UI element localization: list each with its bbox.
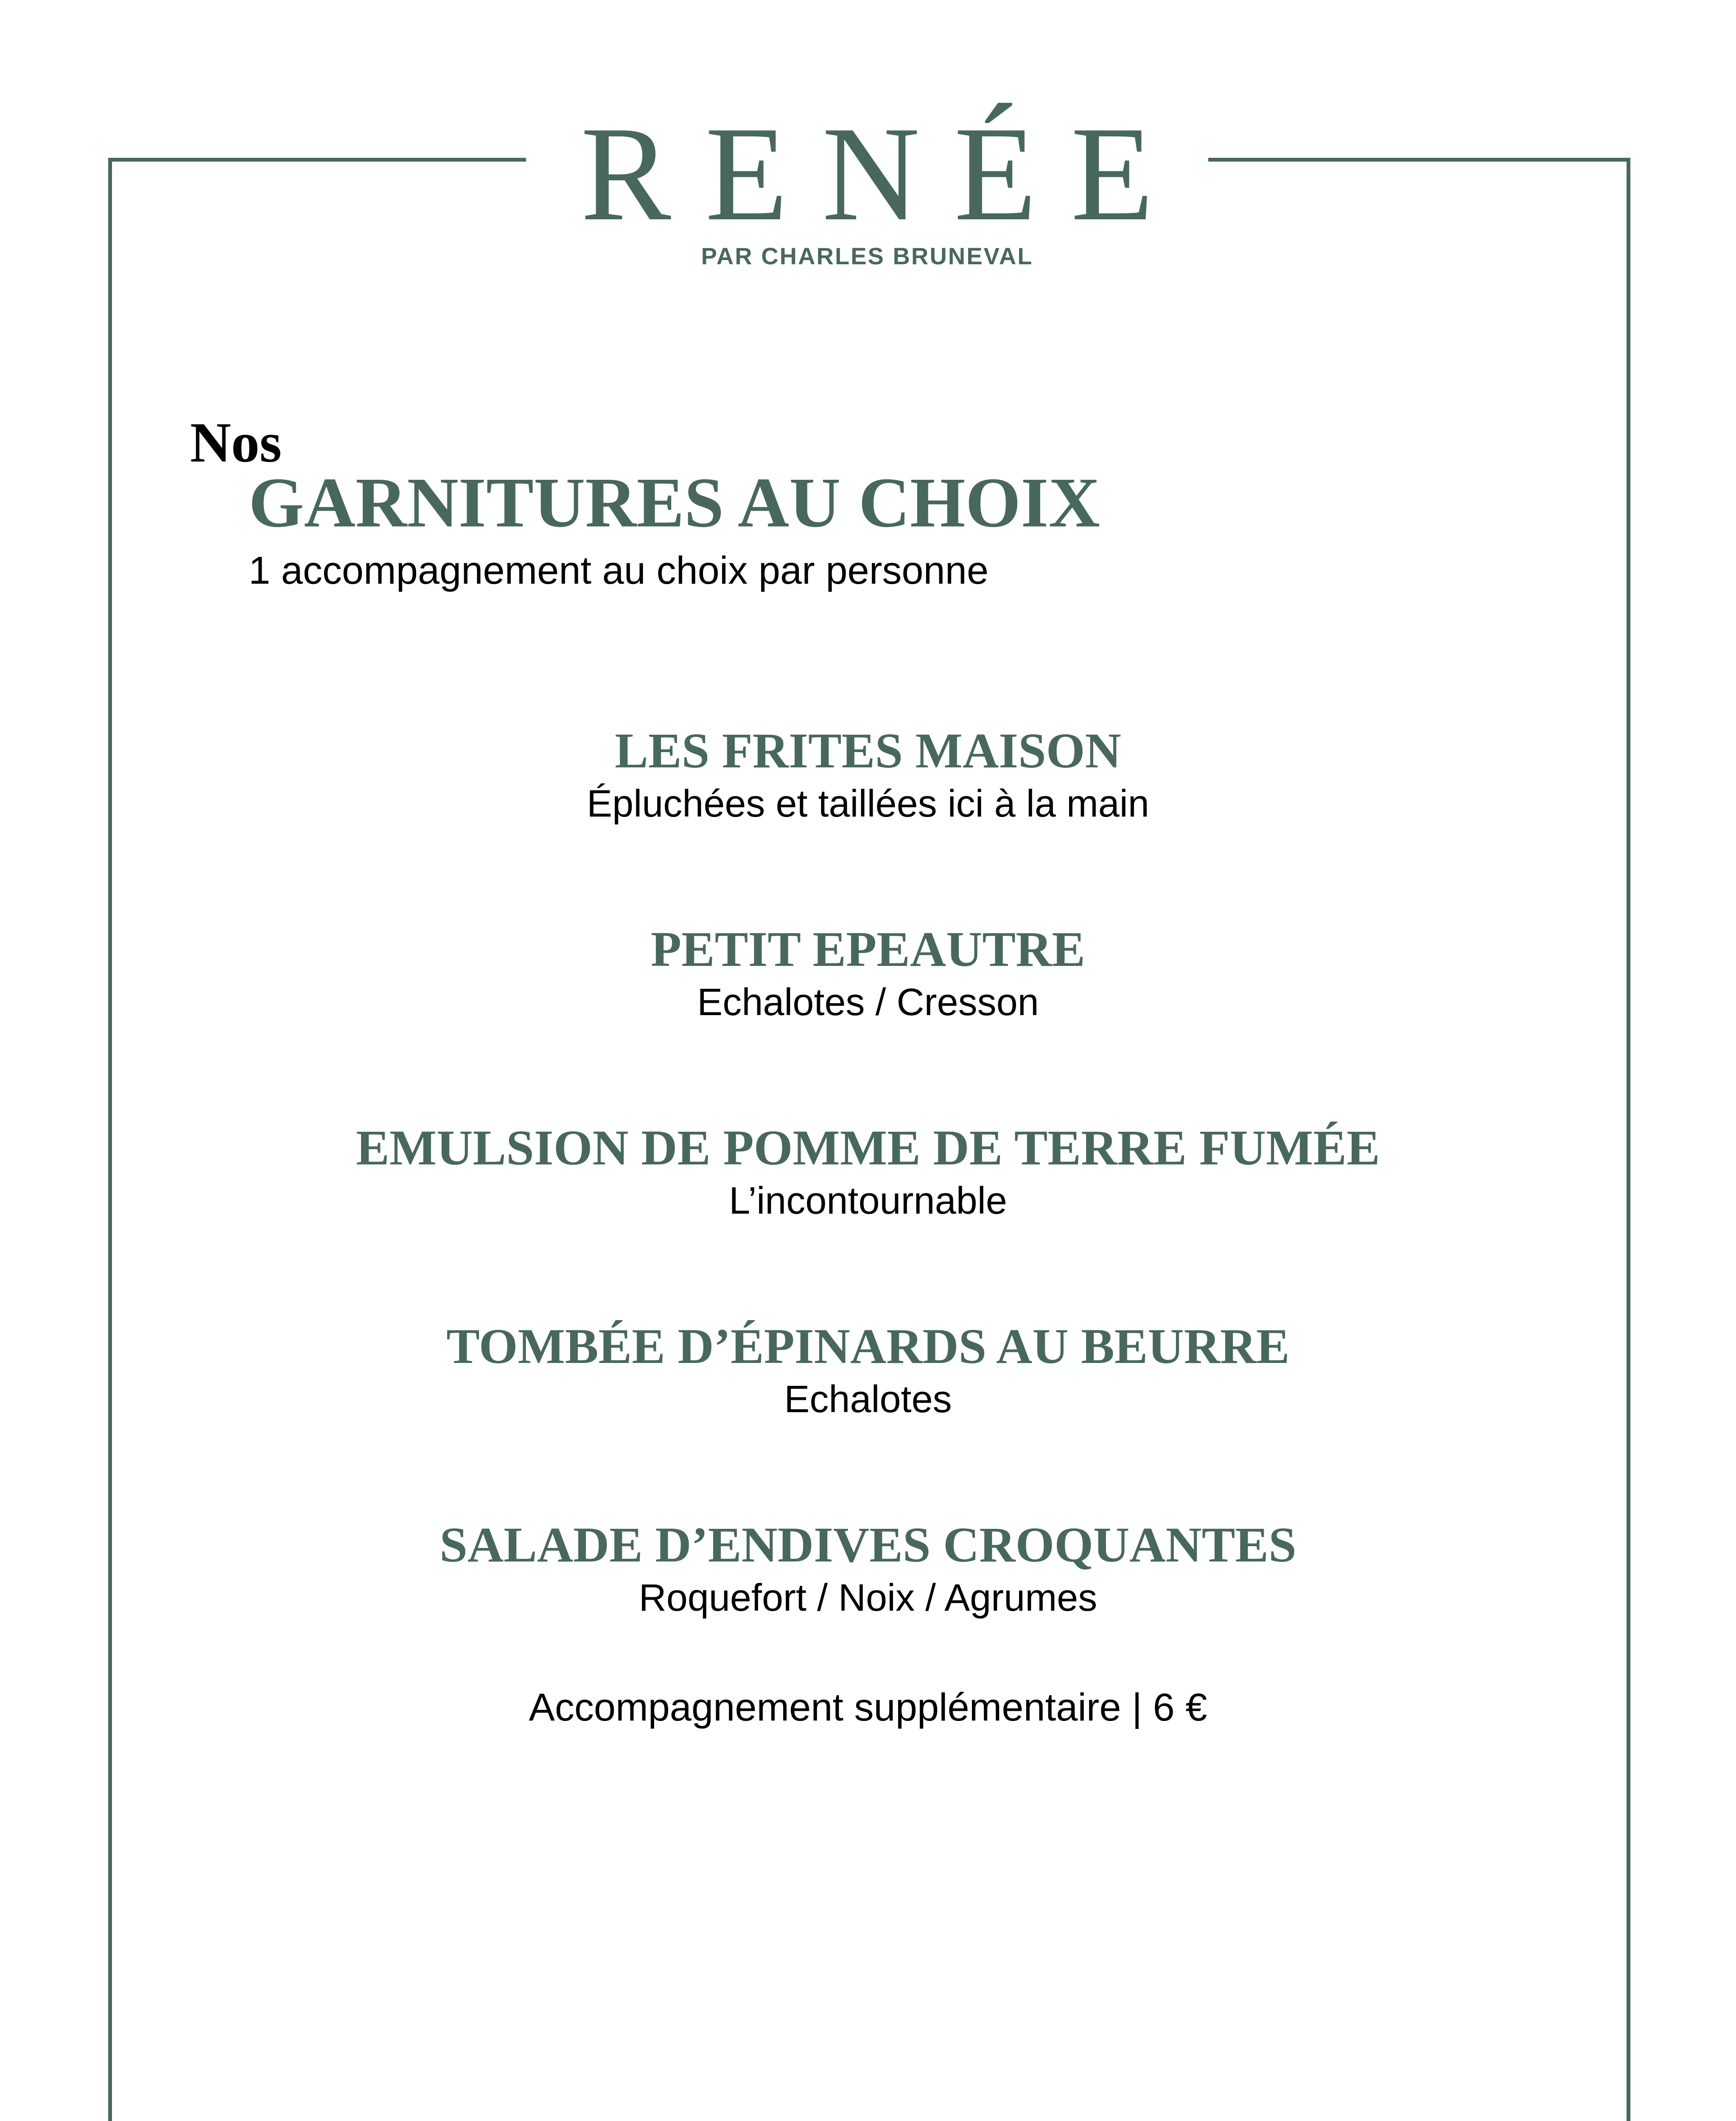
menu-item: [112, 920, 1624, 1118]
menu-item-description: Roquefort / Noix / Agrumes: [638, 1577, 1098, 1619]
menu-item-name: LES FRITES MAISON: [615, 723, 1121, 778]
menu-item-description: L’incontournable: [729, 1180, 1007, 1222]
brand-tagline: PAR CHARLES BRUNEVAL: [701, 243, 1033, 269]
menu-item: [112, 1118, 1624, 1317]
menu-item: [112, 721, 1624, 920]
menu-item-name: SALADE D’ENDIVES CROQUANTES: [440, 1517, 1296, 1573]
menu-item-name: EMULSION DE POMME DE TERRE FUMÉE: [356, 1120, 1380, 1175]
brand-logo-wordmark: RENÉE: [580, 99, 1188, 249]
masthead: [526, 85, 1208, 280]
side-dish-list: [112, 721, 1624, 1714]
section-kicker: Nos: [190, 411, 282, 474]
menu-item: [112, 1317, 1624, 1515]
menu-item-name: TOMBÉE D’ÉPINARDS AU BEURRE: [446, 1318, 1290, 1374]
menu-item-name: PETIT EPEAUTRE: [650, 921, 1086, 977]
section-subtitle: 1 accompagnement au choix par personne: [249, 549, 989, 592]
menu-item-description: Echalotes: [784, 1378, 952, 1421]
menu-item-description: Echalotes / Cresson: [697, 981, 1039, 1024]
menu-item-description: Épluchées et taillées ici à la main: [587, 783, 1149, 825]
extra-side-price: Accompagnement supplémentaire | 6 €: [529, 1686, 1207, 1729]
section-title: GARNITURES AU CHOIX: [249, 463, 1100, 542]
